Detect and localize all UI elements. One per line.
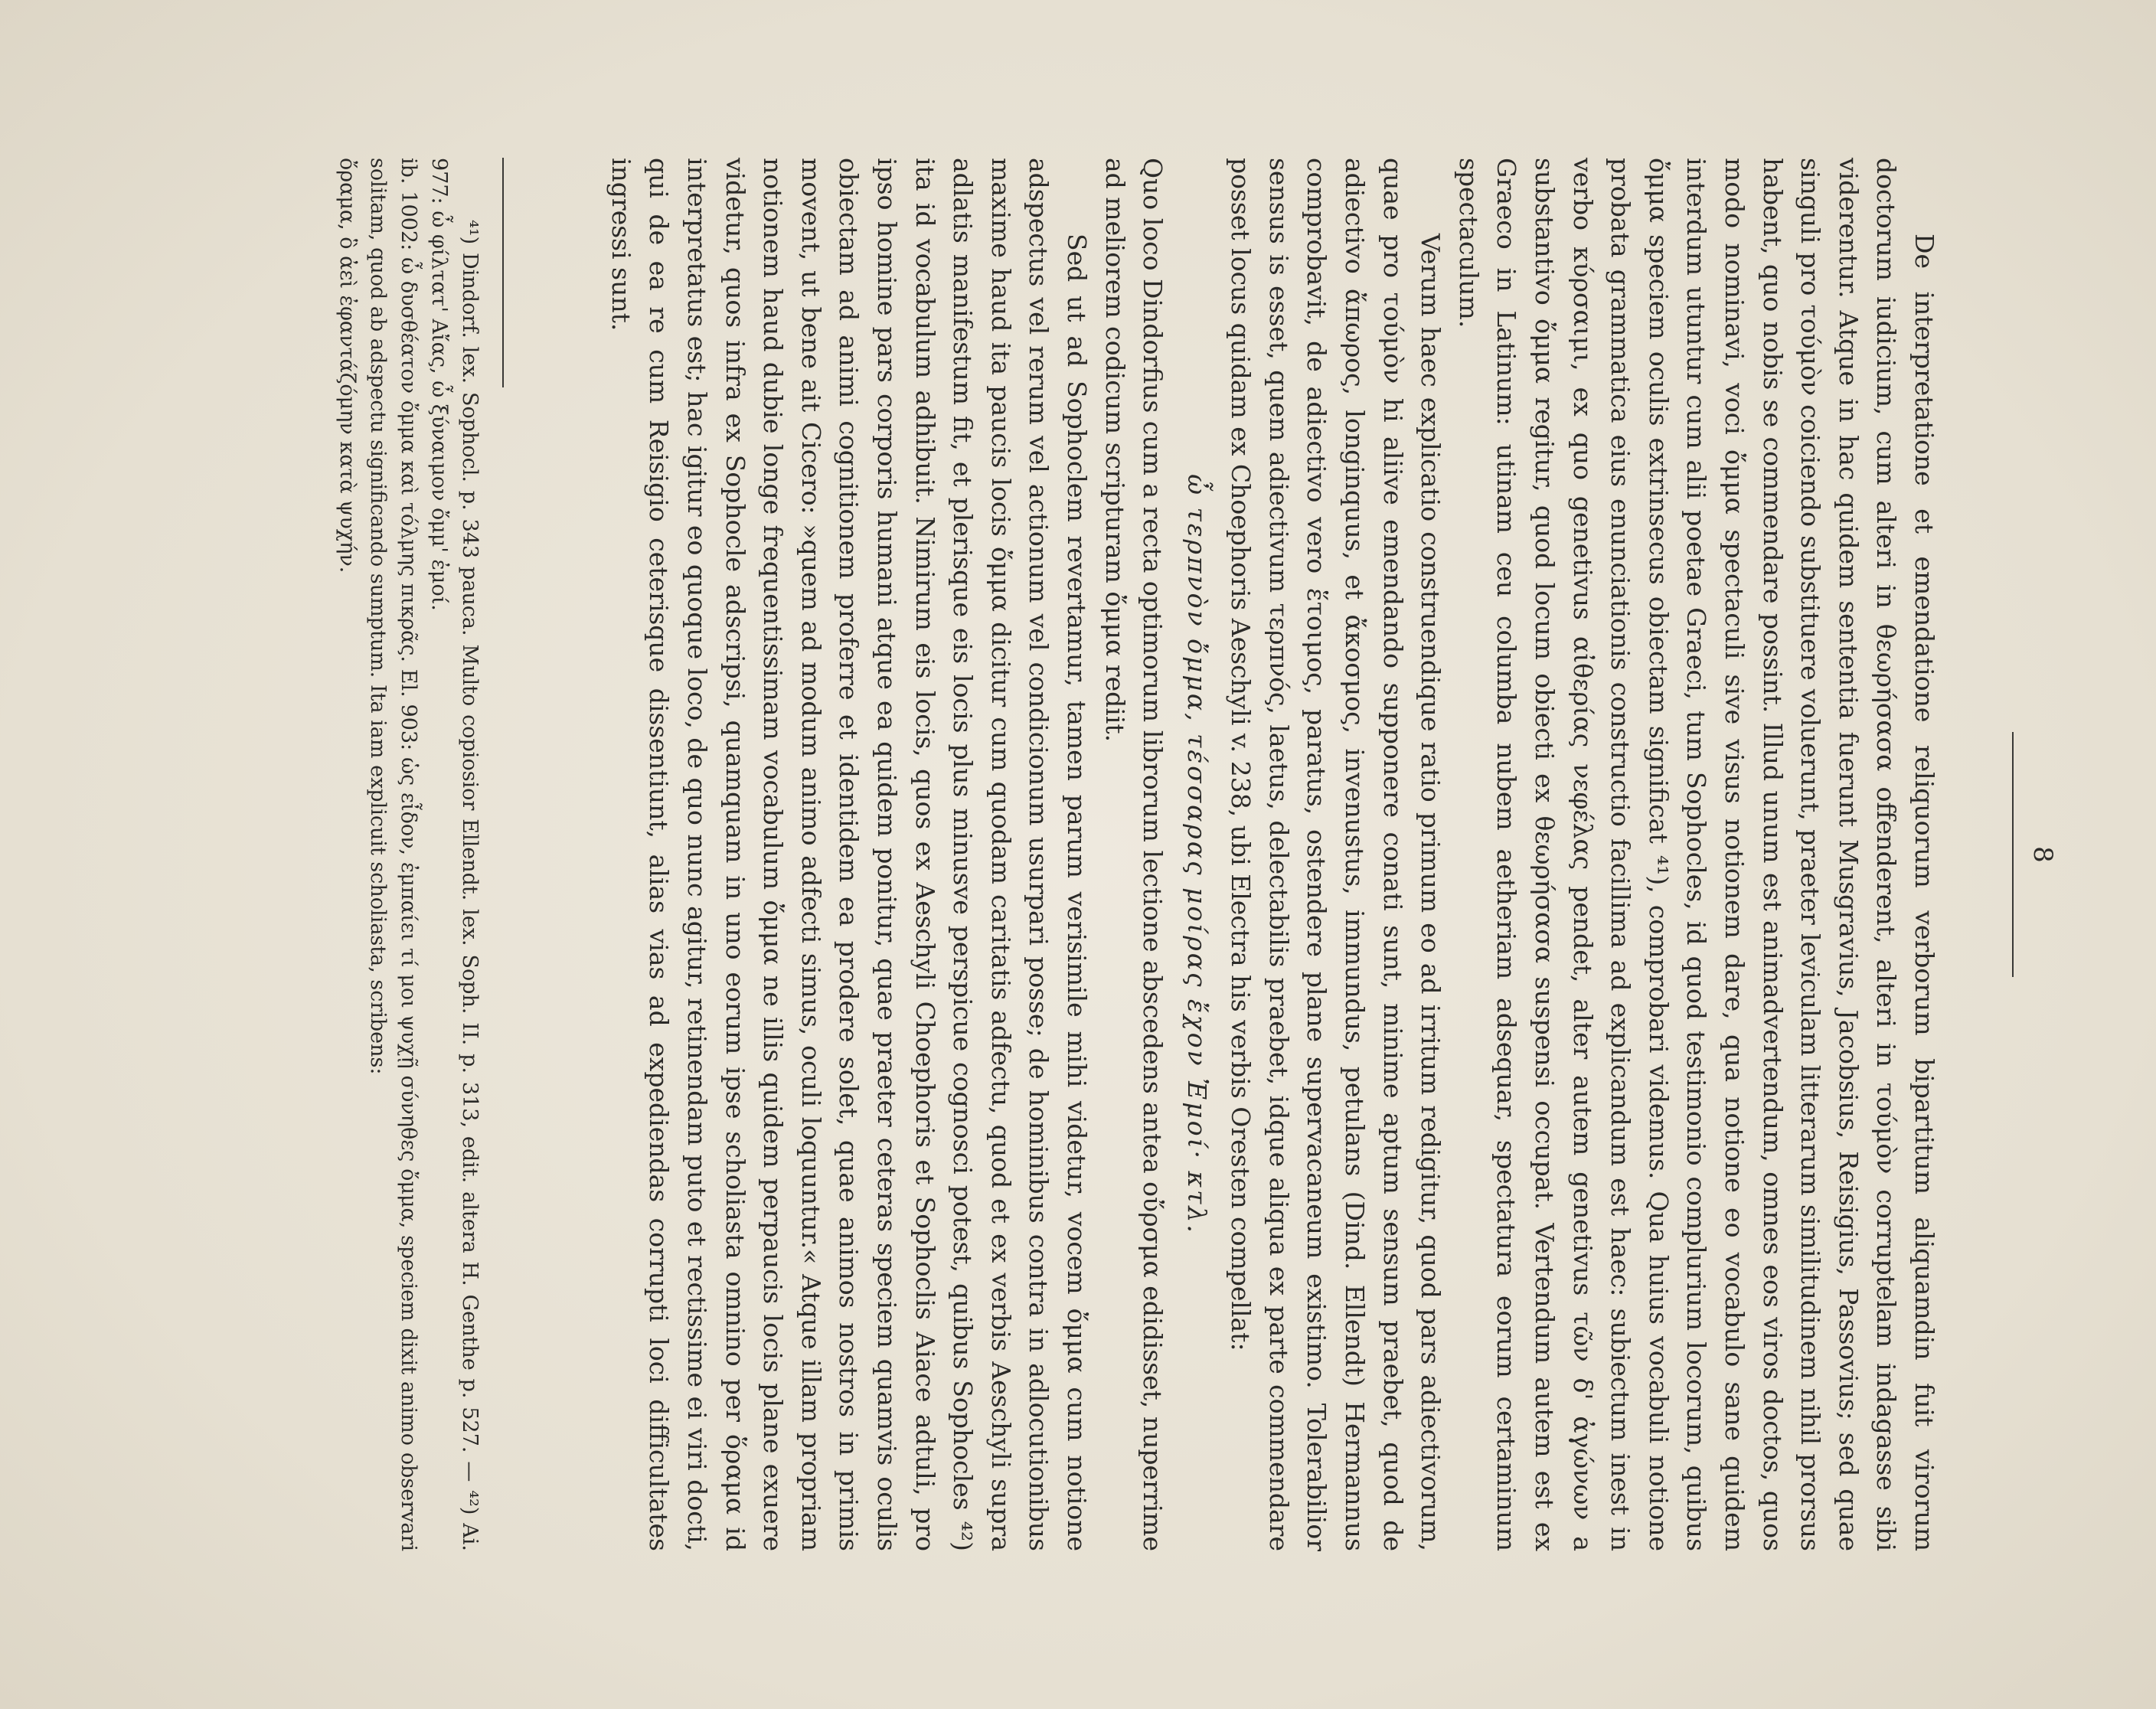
footnote-continuation: ib. 1002: ὦ δυσθέατον ὄμμα καὶ τόλμης πικρᾶς. El. 903: ὡς εἶδον, ἐμπαίει τί μοι ψυχῇ σύνηθες ὄμμα, speciem dixit animo observari solitam, quod ab adspectu significando sumptum. Ita iam explicuit scholiasta, scribens: <box>366 158 420 1551</box>
footnote-41-42: ⁴¹) Dindorf. lex. Sophocl. p. 343 pauca. Multo copiosior Ellendt. lex. Soph. II. p. 313, edit. altera H. Genthe p. 527. — ⁴²) Ai. 977: ὦ φίλτατ' Αἴας, ὦ ξύναιμον ὄμμ' ἐμοί. <box>427 158 482 1551</box>
book-page <box>83 127 2073 1582</box>
paragraph-after-quote: Quo loco Dindorfius cum a recta optimorum librorum lectione abscedens antea οὔρσμα edidisset, nuperrime ad meliorem codicum scripturam ὄμμα rediit. <box>1099 158 1168 1551</box>
page-number: 8 <box>2027 846 2058 863</box>
aeschylus-quote: ὦ τερπνὸν ὄμμα, τέσσαρας μοίρας ἔχον Ἐμοί· κτλ. <box>1181 474 1212 1235</box>
footnotes <box>332 158 485 1551</box>
paragraph-3: Sed ut ad Sophoclem revertamur, tamen parum verisimile mihi videtur, vocem ὄμμα cum notione adspectus vel rerum vel actionum vel condicionum usurpari posse; de hominibus contra in adlocutionibus maxime haud ita paucis locis ὄμμα dicitur cum quodam caritatis adfectu, quod et ex verbis Aeschyli supra adlatis manifestum fit, et plerisque eis locis plus minusve perspicue cognosci potest, quibus Sophocles ⁴²) ita id vocabulum adhibuit. Nimirum eis locis, quos ex Aeschyli Choephoris et Sophoclis Aiace adtuli, pro ipso homine pars corporis humani atque ea quidem ponitur, quae praeter ceteras speciem quamvis oculis obiectam ad animi cognitionem proferre et identidem ea prodere solet, quae animos nostros in primis movent, ut bene ait Cicero: »quem ad modum animo adfecti simus, oculi loquuntur.« Atque illam propriam notionem haud dubie longe frequentissimam vocabulum ὄμμα ne illis quidem perpaucis locis plane exuere videtur, quos infra ex Sophocle adscripsi, quamquam in uno eorum ipse scholiasta omnino per ὅραμα id interpretatus est; hac igitur eo quoque loco, de quo nunc agitur, retinendam puto et rectissime ei viri docti, qui de ea re cum Reisigio ceterisque dissentiunt, alias vias ad expediendas corrupti loci difficultates ingressi sunt. <box>606 158 1092 1551</box>
header-rule <box>2012 732 2014 977</box>
paragraph-2: Verum haec explicatio construendique ratio primum eo ad irritum redigitur, quod pars adiectivorum, quae pro τούμὸν hi aliive emendando supponere conati sunt, minime aptum sensum praebet, quod de adiectivo ἄπωρος, longinquus, et ἄκοσμος, invenustus, immundus, petulans (Dind. Ellendt) Hermannus comprobavit, de adiectivo vero ἕτοιμος, paratus, ostendere plane supervacaneum existimo. Tolerabilior sensus is esset, quem adiectivum τερπνός, laetus, delectabilis praebet, idque aliqua ex parte commendare posset locus quidam ex Choephoris Aeschyli v. 238, ubi Electra his verbis Oresten compellat: <box>1226 158 1446 1551</box>
main-text <box>602 158 1943 1551</box>
paragraph-1: De interpretatione et emendatione reliquorum verborum bipartitum aliquamdin fuit virorum doctorum iudicium, cum alteri in θεωρήσασα offenderent, alteri in τούμὸν corruptelam indagasse sibi viderentur. Atque in hac quidem sententia fuerunt Musgravius, Jacobsius, Reisigius, Passovius; sed quae singuli pro τούμὸν coiciendo substituere voluerunt, praeter leviculam litterarum similitudinem nihil prorsus habent, quo nobis se commendare possint. Illud unum est animadvertendum, omnes eos viros doctos, quos modo nominavi, voci ὄμμα spectaculi sive visus notionem dare, qua notione eo vocabulo sane quidem interdum utuntur cum alii poetae Graeci, tum Sophocles, id quod testimonio complurium locorum, quibus ὄμμα speciem oculis extrinsecus obiectam significat ⁴¹), comprobari videmus. Qua huius vocabuli notione probata grammatica eius enunciationis constructio facillima ad explicandum est haec: subiectum inest in verbo κύρσαιμι, ex quo genetivus αἰθερίας νεφέλας pendet, alter autem genetivus τῶν δ' ἀγώνων a substantivo ὄμμα regitur, quod locum obiecti ex θεωρήσασα suspensi occupat. Vertendum autem est ex Graeco in Latinum: utinam ceu columba nubem aetheriam adsequar, spectatura eorum certaminum spectaculum. <box>1453 158 1939 1551</box>
footnote-scholiast: ὄραμα, ὃ ἀεὶ ἐφαντάζόμην κατὰ ψυχήν. <box>335 158 359 573</box>
footnote-rule <box>502 158 504 387</box>
